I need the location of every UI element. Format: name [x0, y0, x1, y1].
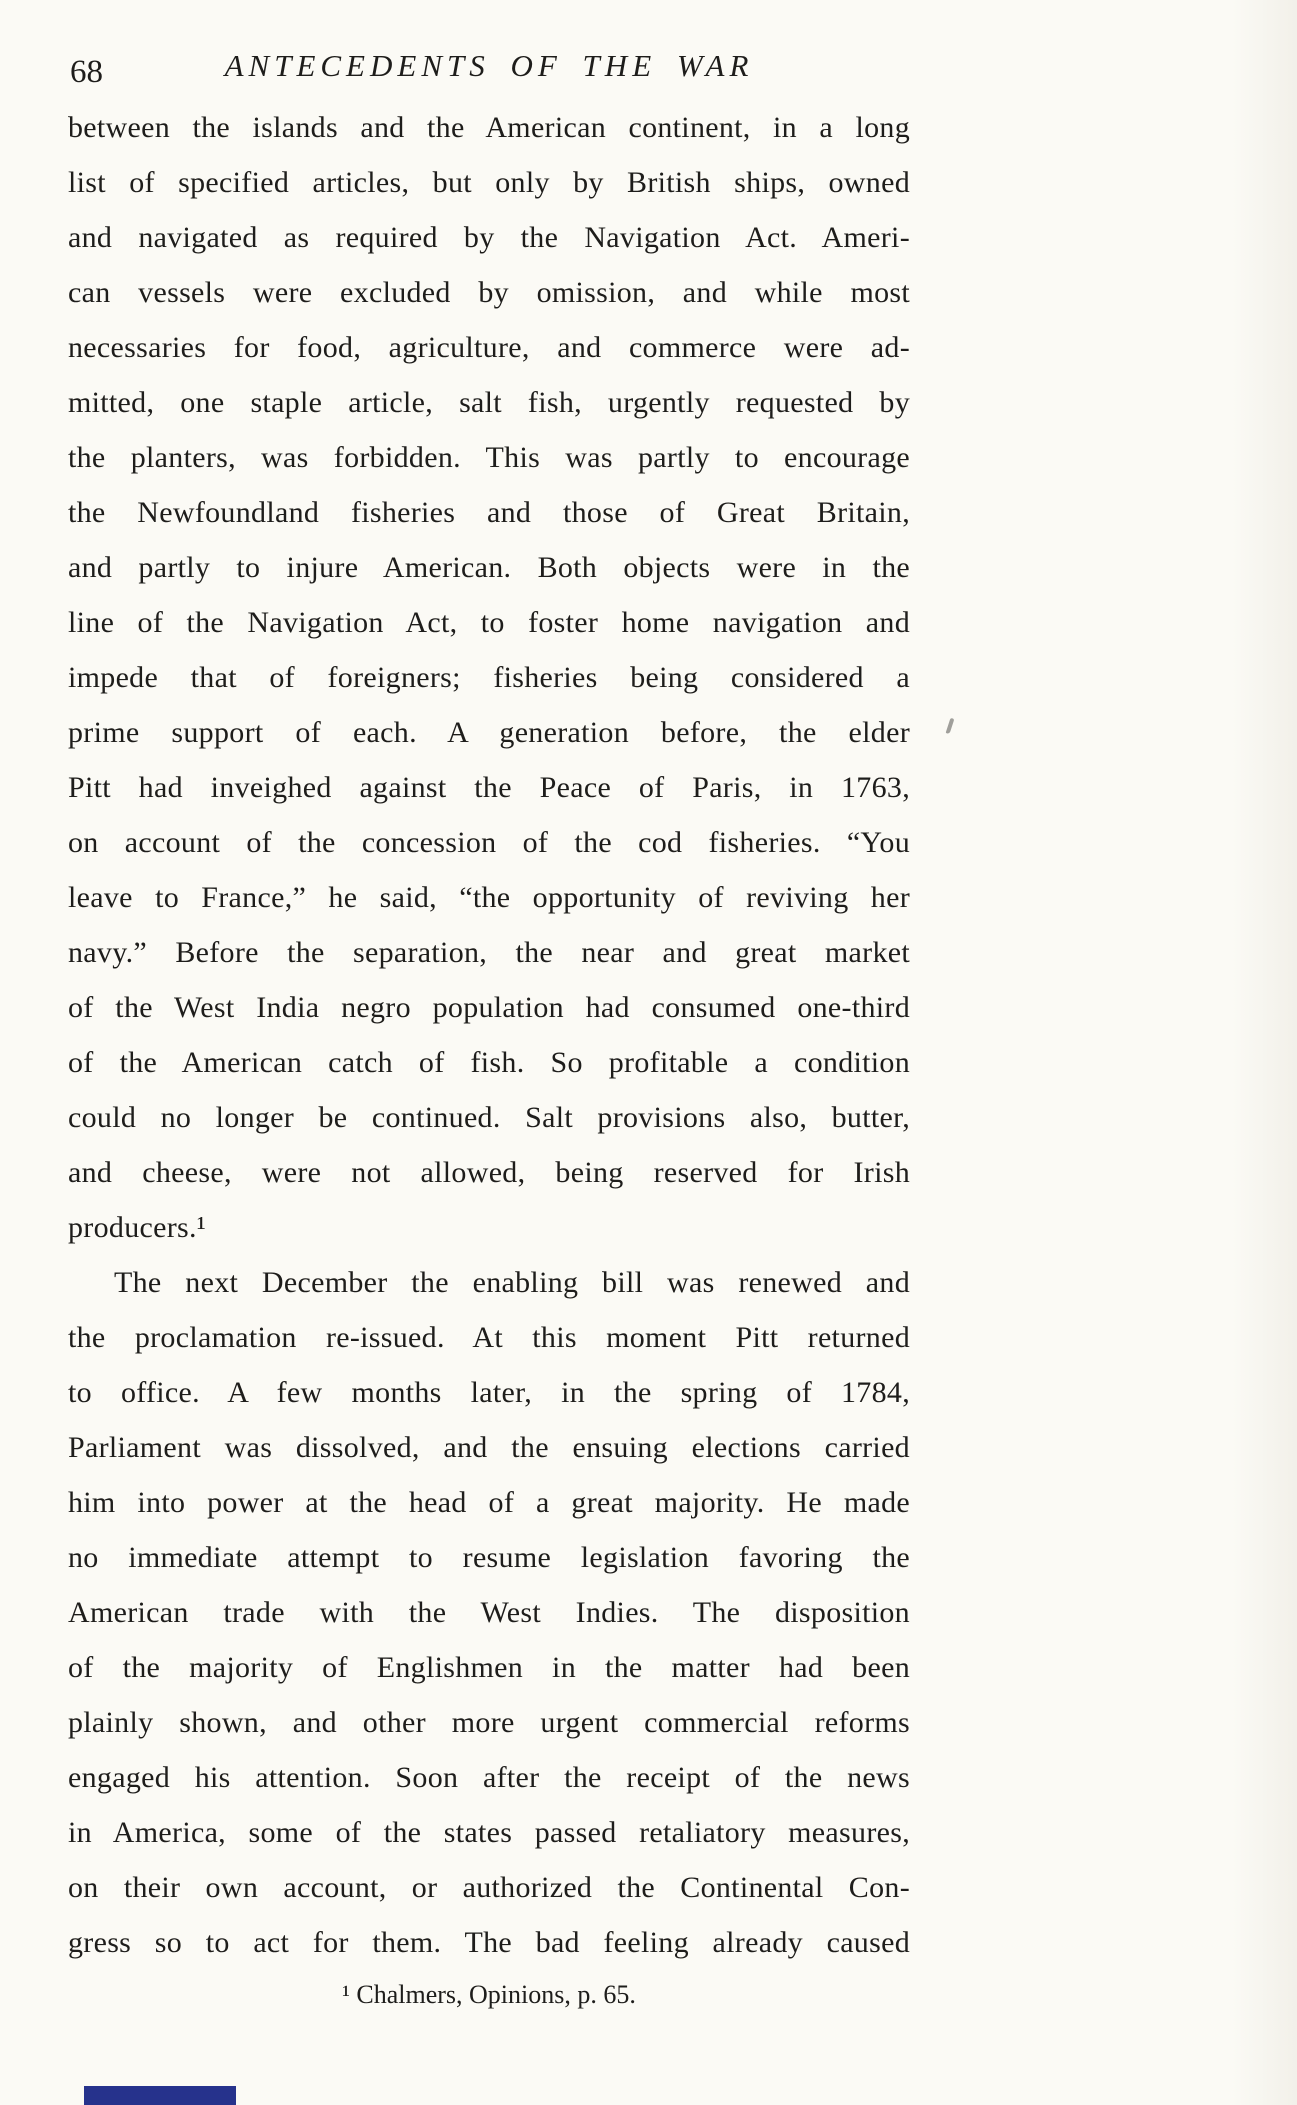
text-line: in America, some of the states passed retaliatory measures,: [68, 1816, 910, 1849]
paragraph: [68, 100, 910, 1255]
text-line: engaged his attention. Soon after the receipt of the news: [68, 1761, 910, 1794]
text-line: and partly to injure American. Both objects were in the: [68, 551, 910, 584]
text-line: of the West India negro population had consumed one-third: [68, 991, 910, 1024]
text-line: prime support of each. A generation before, the elder: [68, 716, 910, 749]
text-line: can vessels were excluded by omission, and while most: [68, 276, 910, 309]
text-line: and cheese, were not allowed, being reserved for Irish: [68, 1156, 910, 1189]
scan-artifact-bar: [84, 2086, 236, 2105]
text-line: list of specified articles, but only by British ships, owned: [68, 166, 910, 199]
text-line: could no longer be continued. Salt provisions also, butter,: [68, 1101, 910, 1134]
text-line: of the majority of Englishmen in the matter had been: [68, 1651, 910, 1684]
page-header: [68, 46, 910, 94]
text-line: and navigated as required by the Navigation Act. Ameri-: [68, 221, 910, 254]
text-line: navy.” Before the separation, the near and great market: [68, 936, 910, 969]
text-line: leave to France,” he said, “the opportunity of reviving her: [68, 881, 910, 914]
text-line: of the American catch of fish. So profitable a condition: [68, 1046, 910, 1079]
text-line: Parliament was dissolved, and the ensuing elections carried: [68, 1431, 910, 1464]
text-line: producers.¹: [68, 1211, 207, 1244]
running-title: ANTECEDENTS OF THE WAR: [224, 48, 754, 83]
text-line: him into power at the head of a great majority. He made: [68, 1486, 910, 1519]
text-line: the proclamation re-issued. At this moment Pitt returned: [68, 1321, 910, 1354]
footnote: ¹ Chalmers, Opinions, p. 65.: [342, 1980, 636, 2009]
text-line: between the islands and the American continent, in a long: [68, 111, 910, 144]
page-number: 68: [70, 54, 103, 90]
text-line: no immediate attempt to resume legislation favoring the: [68, 1541, 910, 1574]
text-line: on their own account, or authorized the Continental Con-: [68, 1871, 910, 1904]
text-line: The next December the enabling bill was renewed and: [114, 1266, 910, 1299]
text-line: on account of the concession of the cod fisheries. “You: [68, 826, 910, 859]
text-line: Pitt had inveighed against the Peace of Paris, in 1763,: [68, 771, 910, 804]
text-line: mitted, one staple article, salt fish, urgently requested by: [68, 386, 910, 419]
text-line: the Newfoundland fisheries and those of Great Britain,: [68, 496, 910, 529]
text-line: to office. A few months later, in the spring of 1784,: [68, 1376, 910, 1409]
text-line: gress so to act for them. The bad feeling already caused: [68, 1926, 910, 1959]
text-line: necessaries for food, agriculture, and commerce were ad-: [68, 331, 910, 364]
text-line: the planters, was forbidden. This was partly to encourage: [68, 441, 910, 474]
margin-ink-mark: [946, 718, 955, 734]
text-line: impede that of foreigners; fisheries being considered a: [68, 661, 910, 694]
text-line: line of the Navigation Act, to foster home navigation and: [68, 606, 910, 639]
paragraph: [68, 1255, 910, 1970]
body-text: [68, 100, 910, 1970]
text-line: plainly shown, and other more urgent commercial reforms: [68, 1706, 910, 1739]
text-line: American trade with the West Indies. The disposition: [68, 1596, 910, 1629]
